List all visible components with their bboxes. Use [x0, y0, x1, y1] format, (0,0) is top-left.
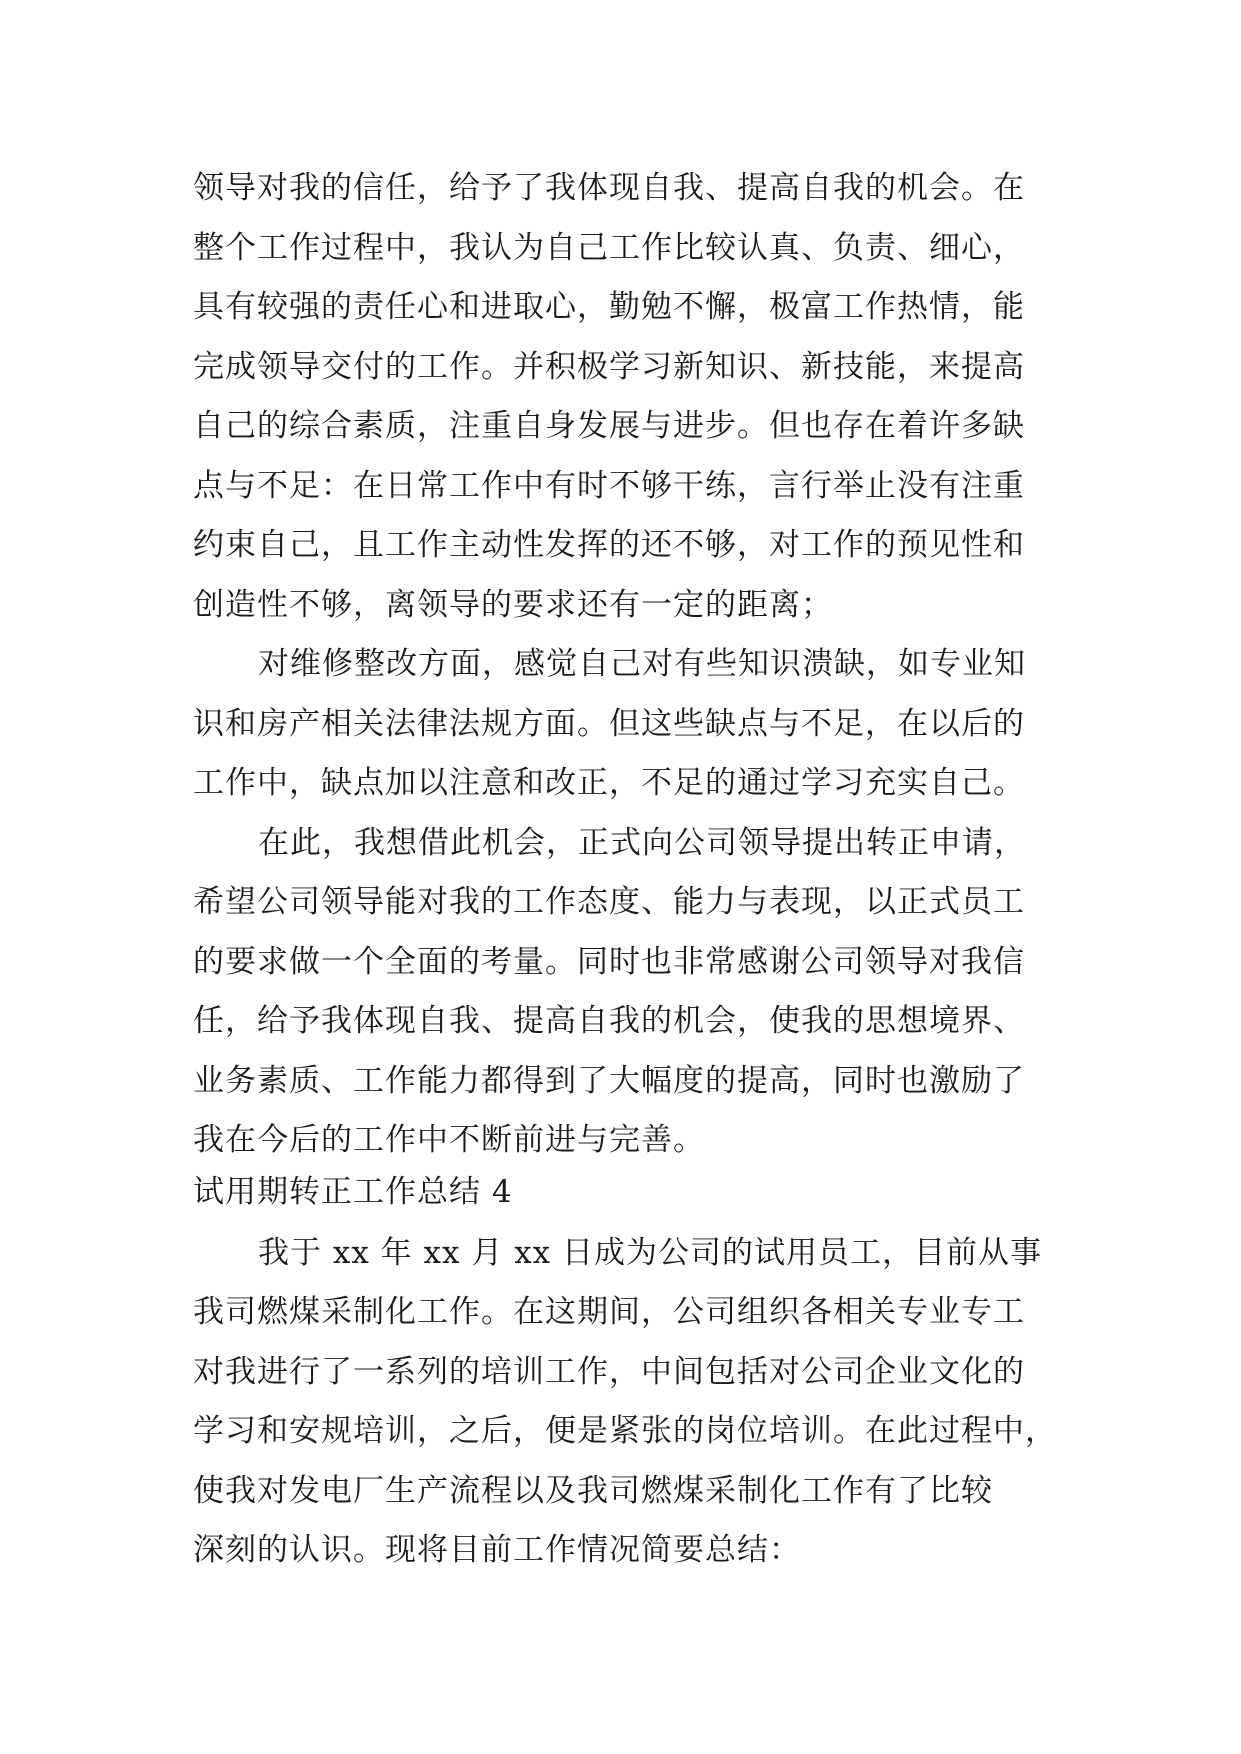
- text-line: 约束自己，且工作主动性发挥的还不够，对工作的预见性和: [193, 527, 1025, 563]
- text-line: 工作中，缺点加以注意和改正，不足的通过学习充实自己。: [193, 765, 1025, 801]
- text-line: 对我进行了一系列的培训工作，中间包括对公司企业文化的: [193, 1354, 1025, 1390]
- text-line: 我在今后的工作中不断前进与完善。: [193, 1122, 705, 1158]
- text-line: 对维修整改方面，感觉自己对有些知识溃缺，如专业知: [258, 646, 1026, 682]
- text-line: 的要求做一个全面的考量。同时也非常感谢公司领导对我信: [193, 944, 1025, 980]
- text-line: 我司燃煤采制化工作。在这期间，公司组织各相关专业专工: [193, 1294, 1025, 1330]
- section-heading: 试用期转正工作总结 4: [193, 1174, 513, 1210]
- text-line: 完成领导交付的工作。并积极学习新知识、新技能，来提高: [193, 349, 1025, 385]
- text-line: 识和房产相关法律法规方面。但这些缺点与不足，在以后的: [193, 706, 1025, 742]
- text-line: 使我对发电厂生产流程以及我司燃煤采制化工作有了比较: [193, 1473, 993, 1509]
- text-line: 任，给予我体现自我、提高自我的机会，使我的思想境界、: [193, 1003, 1025, 1039]
- text-line: 我于 xx 年 xx 月 xx 日成为公司的试用员工，目前从事: [258, 1235, 1043, 1271]
- text-line: 创造性不够，离领导的要求还有一定的距离；: [193, 587, 833, 623]
- text-line: 业务素质、工作能力都得到了大幅度的提高，同时也激励了: [193, 1063, 1025, 1099]
- text-line: 具有较强的责任心和进取心，勤勉不懈，极富工作热情，能: [193, 289, 1025, 325]
- text-line: 整个工作过程中，我认为自己工作比较认真、负责、细心，: [193, 230, 1025, 266]
- text-line: 在此，我想借此机会，正式向公司领导提出转正申请，: [258, 825, 1026, 861]
- text-line: 点与不足：在日常工作中有时不够干练，言行举止没有注重: [193, 468, 1025, 504]
- text-line: 领导对我的信任，给予了我体现自我、提高自我的机会。在: [193, 170, 1025, 206]
- text-line: 学习和安规培训，之后，便是紧张的岗位培训。在此过程中，: [193, 1413, 1057, 1449]
- text-line: 希望公司领导能对我的工作态度、能力与表现，以正式员工: [193, 884, 1025, 920]
- text-line: 自己的综合素质，注重自身发展与进步。但也存在着许多缺: [193, 408, 1025, 444]
- text-line: 深刻的认识。现将目前工作情况简要总结：: [193, 1532, 801, 1568]
